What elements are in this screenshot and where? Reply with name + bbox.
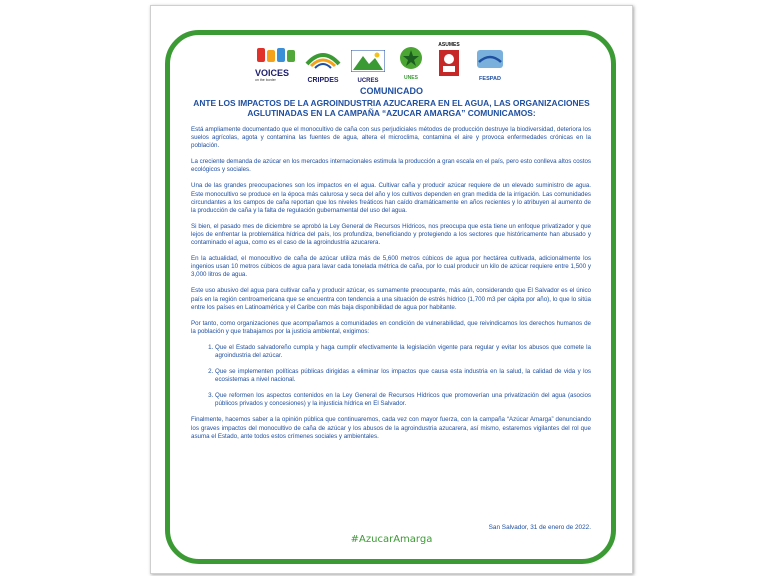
ucres-logo (351, 50, 385, 82)
fespad-emblem-icon (473, 48, 507, 70)
unes-star-icon (399, 46, 423, 70)
ucres-mountains-icon (351, 50, 385, 72)
comunicado-heading: COMUNICADO (360, 86, 423, 96)
unes-logo-text: UNES (404, 75, 418, 81)
closing-paragraph: Finalmente, hacemos saber a la opinión pública que continuaremos, cada vez con mayor fuerza, con la campaña “Azúcar Amarga” denunciando los graves impactos del monocultivo de caña de azúcar y los abusos de la agroindustria azucarera, así mismo, estaremos vigilantes del rol que asuma el Estado, ante todos estos crímenes sociales y ambientales. (191, 416, 591, 440)
paragraph: Por tanto, como organizaciones que acompañamos a comunidades en condición de vulnerabilidad, que reivindicamos los derechos humanos de la población y que trabajamos por la justicia ambiental, exigimos: (191, 319, 591, 335)
document-body (191, 126, 591, 449)
campaign-hashtag: #AzucarAmarga (350, 534, 433, 545)
document-date: San Salvador, 31 de enero de 2022. (488, 524, 591, 531)
voices-logo (255, 46, 297, 82)
cripdes-logo-text: CRIPDES (307, 77, 339, 84)
list-item: 2. Que se implementen políticas públicas dirigidas a eliminar los impactos que causa esta industria en la salud, la calidad de vida y los ecosistemas a nivel nacional. (215, 368, 591, 384)
asumes-logo (435, 42, 463, 84)
unes-logo (399, 46, 423, 82)
paragraph: La creciente demanda de azúcar en los mercados internacionales estimula la producción a gran escala en el país, pero esto conlleva altos costos ecológicos y sociales. (191, 158, 591, 174)
asumes-emblem-icon (435, 48, 463, 80)
paragraph: Si bien, el pasado mes de diciembre se aprobó la Ley General de Recursos Hídricos, nos preocupa que esta tiene un enfoque privatizador y que lejos de enfrentar la problemática hídrica del país, los profundiza, beneficiando y protegiendo a los sectores que históricamente han abusado y contaminado el agua, como es el caso de la agroindustria azucarera. (191, 222, 591, 247)
paragraph: Este uso abusivo del agua para cultivar caña y producir azúcar, es sumamente preocupante, más aún, considerando que El Salvador es el único país en la región centroamericana que se encuentra con tendencia a una situación de estrés hídrico (1,700 m3 per cápita por año), lo que lo sitúa entre los países en Latinoamérica y el Caribe con más baja disponibilidad de agua por habitante. (191, 287, 591, 311)
voices-figures-icon (255, 46, 297, 64)
document-title: ANTE LOS IMPACTOS DE LA AGROINDUSTRIA AZUCARERA EN EL AGUA, LAS ORGANIZACIONES AGLUTINADAS EN LA CAMPAÑA “AZUCAR AMARGA” COMUNICAMOS: (193, 98, 590, 118)
logo-strip (251, 42, 551, 86)
paragraph: Una de las grandes preocupaciones son los impactos en el agua. Cultivar caña y producir azúcar requiere de un elevado suministro de agua. Este monocultivo se produce en la época más calurosa y seca del año y los cultivos dependen en gran medida de la irrigación. Las comunidades circundantes a los campos de caña reportan que los niveles freáticos han caído dramáticamente en años recientes y lo atribuyen al aumento de la producción de caña y la falta de regulación gubernamental del uso del agua. (191, 182, 591, 214)
paragraph: En la actualidad, el monocultivo de caña de azúcar utiliza más de 5,600 metros cúbicos de agua por hectárea cultivada, adicionalmente los ingenios usan 10 metros cúbicos de agua para lavar cada tonelada métrica de caña, por lo cual producir un kilo de azúcar requiere entre 1,500 y 3,000 litros de agua. (191, 255, 591, 279)
list-item: 1. Que el Estado salvadoreño cumpla y haga cumplir efectivamente la legislación vigente para regular y evitar los abusos que comete la agroindustria del azúcar. (215, 344, 591, 360)
list-item: 3. Que reformen los aspectos contenidos en la Ley General de Recursos Hídricos que promoverían una privatización del agua (asocios públicos privados y concesiones) y la injusticia hídrica en El Salvador. (215, 392, 591, 408)
fespad-logo (473, 48, 507, 82)
voices-logo-text: VOICES (255, 68, 290, 78)
asumes-logo-text: ASUMES (438, 42, 460, 48)
ucres-logo-text: UCRES (357, 78, 379, 84)
cripdes-emblem-icon (303, 44, 343, 72)
document-page (150, 5, 633, 574)
cripdes-logo (303, 44, 343, 84)
fespad-logo-text: FESPAD (479, 76, 501, 82)
paragraph: Está ampliamente documentado que el monocultivo de caña con sus perjudiciales métodos de producción destruye la biodiversidad, deteriora los suelos agrícolas, agota y contamina las fuentes de agua, altera el microclima, contamina el aire y provoca enfermedades crónicas en la población. (191, 126, 591, 150)
demands-list (191, 344, 591, 409)
voices-logo-tag: on the border (255, 78, 276, 82)
